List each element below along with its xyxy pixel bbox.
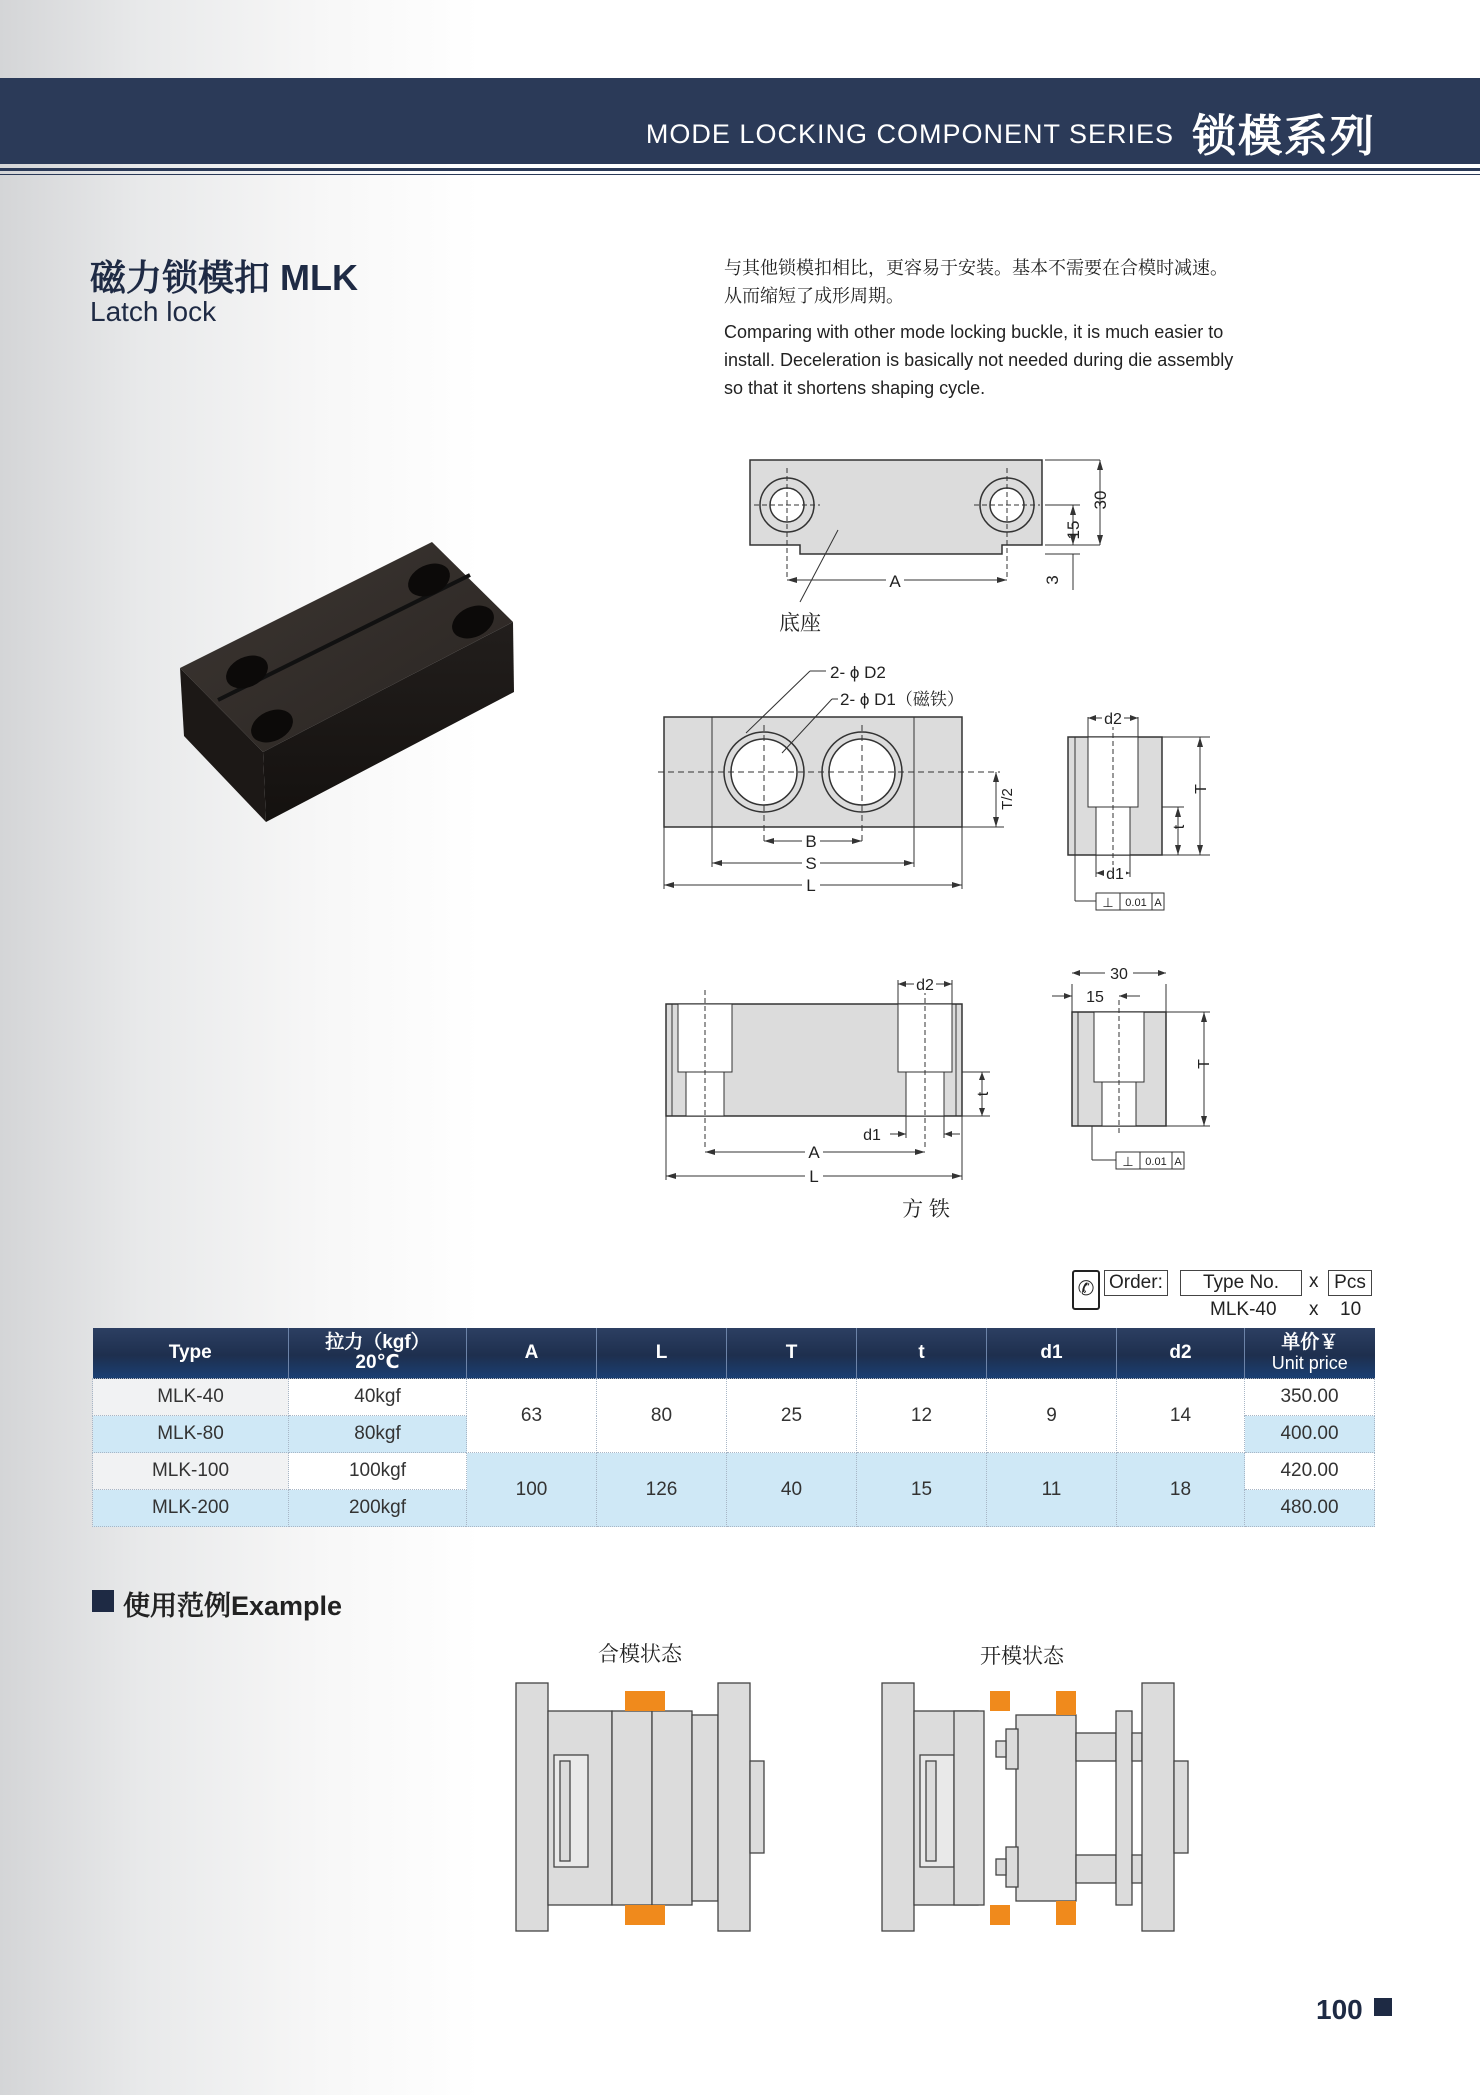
cell-price: 350.00 bbox=[1245, 1379, 1375, 1416]
order-type-box: Type No. bbox=[1180, 1270, 1302, 1296]
dim-l: L bbox=[806, 876, 816, 895]
col-d1: d1 bbox=[987, 1328, 1117, 1379]
description-en: Comparing with other mode locking buckle, it is much easier to install. Deceleration is basically not needed during die assembly so that it shortens shaping cycle. bbox=[724, 322, 1234, 398]
cell-type: MLK-200 bbox=[93, 1490, 289, 1527]
cell-type: MLK-100 bbox=[93, 1453, 289, 1490]
order-times-2: x bbox=[1309, 1299, 1319, 1320]
side-dim-t: T bbox=[1193, 784, 1210, 794]
block-tol-symbol: ⊥ bbox=[1122, 1154, 1134, 1169]
side-dim-d2: d2 bbox=[1104, 711, 1122, 728]
cell-price: 420.00 bbox=[1245, 1453, 1375, 1490]
example-heading: 使用范例Example bbox=[123, 1591, 343, 1621]
block-dim-d2: d2 bbox=[916, 977, 934, 994]
cell-a: 63 bbox=[467, 1379, 597, 1453]
cell-force: 100kgf bbox=[289, 1453, 467, 1490]
col-price: 单价￥ Unit price bbox=[1245, 1328, 1375, 1379]
table-header-row bbox=[93, 1328, 1375, 1379]
col-t-big: T bbox=[727, 1328, 857, 1379]
open-state-label: 开模状态 bbox=[980, 1645, 1064, 1668]
description-cn: 与其他锁模扣相比，更容易于安装。基本不需要在合模时减速。从而缩短了成形周期。 bbox=[724, 258, 1228, 306]
cell-l: 126 bbox=[597, 1453, 727, 1527]
header-rule-thin bbox=[0, 174, 1480, 175]
cell-price: 480.00 bbox=[1245, 1490, 1375, 1527]
col-force: 拉力（kgf） 20℃ bbox=[289, 1328, 467, 1379]
cell-force: 40kgf bbox=[289, 1379, 467, 1416]
dim-s: S bbox=[805, 854, 817, 873]
square-block-drawing bbox=[650, 960, 1213, 1230]
tol-value: 0.01 bbox=[1125, 897, 1147, 909]
block-tol-value: 0.01 bbox=[1145, 1156, 1167, 1168]
cell-t-big: 25 bbox=[727, 1379, 857, 1453]
phone-icon: ✆ bbox=[1072, 1270, 1100, 1310]
open-mold-diagram bbox=[878, 1675, 1228, 1935]
base-dim-a: A bbox=[889, 572, 901, 591]
block-dim-l: L bbox=[809, 1167, 819, 1186]
dim-t-half: T/2 bbox=[999, 788, 1016, 810]
cell-t-big: 40 bbox=[727, 1453, 857, 1527]
cell-t-small: 12 bbox=[857, 1379, 987, 1453]
col-t-small: t bbox=[857, 1328, 987, 1379]
block-side-30: 30 bbox=[1110, 966, 1128, 983]
order-times-1: x bbox=[1309, 1271, 1319, 1292]
page-number: 100 bbox=[1316, 1994, 1363, 2025]
side-dim-d1: d1 bbox=[1106, 866, 1124, 883]
col-a: A bbox=[467, 1328, 597, 1379]
cell-l: 80 bbox=[597, 1379, 727, 1453]
closed-state-label: 合模状态 bbox=[598, 1643, 682, 1666]
order-label: Order: bbox=[1104, 1270, 1168, 1296]
base-dim-30: 30 bbox=[1091, 490, 1110, 510]
tol-ref: A bbox=[1154, 897, 1162, 909]
dim-b: B bbox=[805, 832, 817, 851]
page-marker-square-icon bbox=[1374, 1998, 1392, 2016]
cell-d2: 18 bbox=[1117, 1453, 1245, 1527]
block-tol-ref: A bbox=[1174, 1156, 1182, 1168]
cell-d1: 9 bbox=[987, 1379, 1117, 1453]
table-row bbox=[93, 1379, 1375, 1416]
block-side-15: 15 bbox=[1086, 989, 1104, 1006]
product-title-cn: 磁力锁模扣 MLK bbox=[90, 257, 358, 298]
cell-type: MLK-40 bbox=[93, 1379, 289, 1416]
base-dim-3: 3 bbox=[1043, 575, 1062, 585]
order-pcs-box: Pcs bbox=[1328, 1270, 1372, 1296]
col-d2: d2 bbox=[1117, 1328, 1245, 1379]
callout-d1: 2- ϕ D1（磁铁） bbox=[840, 690, 964, 709]
base-drawing bbox=[740, 450, 1140, 650]
block-dim-d1: d1 bbox=[863, 1127, 881, 1144]
cell-d1: 11 bbox=[987, 1453, 1117, 1527]
cell-force: 80kgf bbox=[289, 1416, 467, 1453]
cell-force: 200kgf bbox=[289, 1490, 467, 1527]
col-l: L bbox=[597, 1328, 727, 1379]
tol-symbol: ⊥ bbox=[1102, 895, 1114, 910]
block-dim-t: t bbox=[975, 1091, 992, 1097]
cell-type: MLK-80 bbox=[93, 1416, 289, 1453]
order-example-type: MLK-40 bbox=[1210, 1299, 1277, 1320]
base-dim-15: 15 bbox=[1064, 520, 1083, 540]
series-title-en: MODE LOCKING COMPONENT SERIES bbox=[645, 119, 1174, 149]
product-photo bbox=[170, 530, 530, 860]
series-title-cn: 锁模系列 bbox=[1192, 112, 1376, 161]
cell-t-small: 15 bbox=[857, 1453, 987, 1527]
callout-d2: 2- ϕ D2 bbox=[830, 663, 886, 682]
spec-table bbox=[92, 1328, 1375, 1527]
block-dim-a: A bbox=[808, 1143, 820, 1162]
table-row bbox=[93, 1453, 1375, 1490]
cell-d2: 14 bbox=[1117, 1379, 1245, 1453]
block-label: 方 铁 bbox=[902, 1198, 950, 1221]
side-dim-t-small: t bbox=[1171, 824, 1188, 830]
product-title-en: Latch lock bbox=[90, 296, 217, 327]
cell-a: 100 bbox=[467, 1453, 597, 1527]
magnet-holder-drawing bbox=[650, 655, 1270, 915]
col-type: Type bbox=[93, 1328, 289, 1379]
order-example-qty: 10 bbox=[1340, 1299, 1362, 1320]
base-label: 底座 bbox=[779, 612, 821, 635]
header-rule bbox=[0, 168, 1480, 171]
closed-mold-diagram bbox=[510, 1675, 780, 1935]
block-side-t: T bbox=[1196, 1059, 1213, 1069]
cell-price: 400.00 bbox=[1245, 1416, 1375, 1453]
section-square-icon bbox=[92, 1590, 114, 1612]
